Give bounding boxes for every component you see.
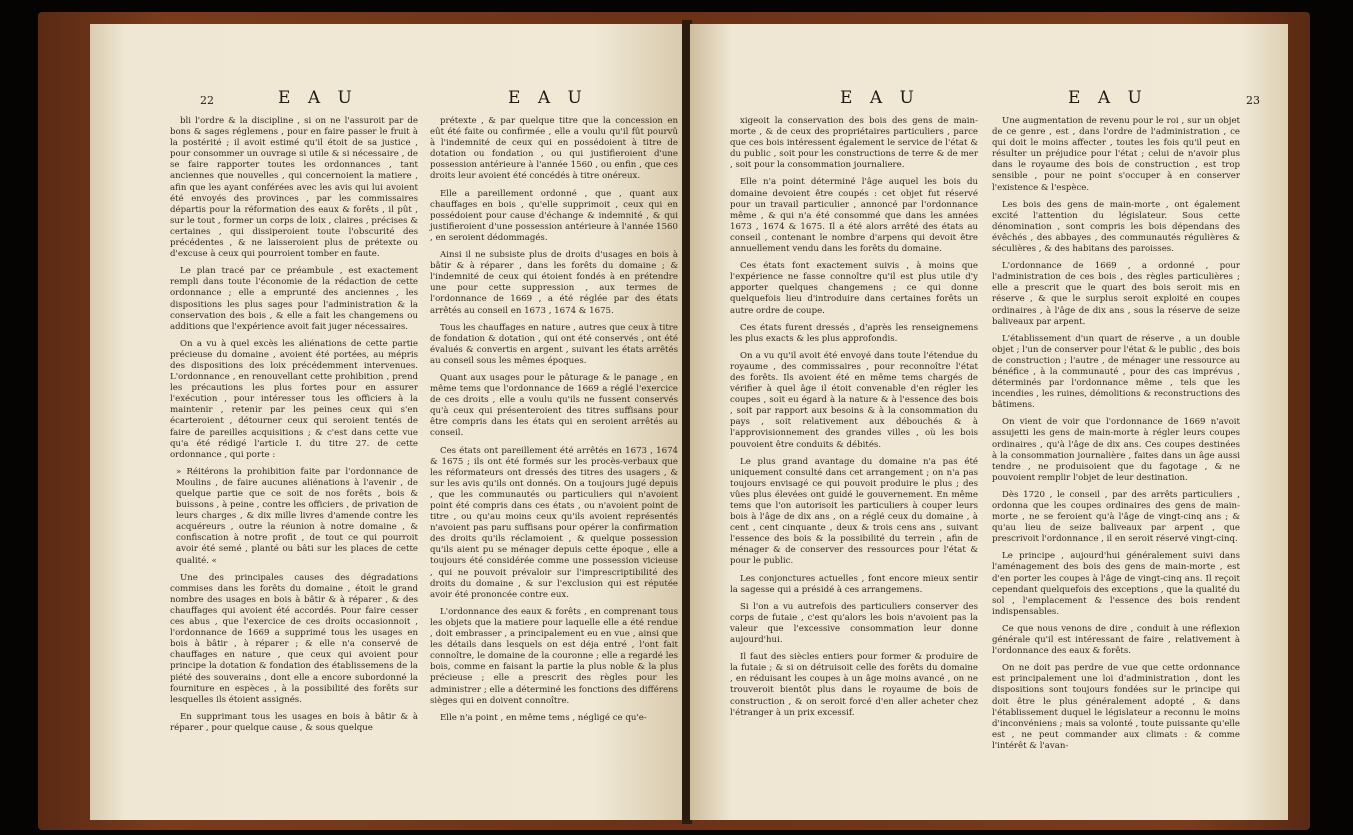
left-column-2	[430, 116, 678, 730]
right-header-right: E A U	[1068, 88, 1148, 108]
paragraph: Le plan tracé par ce préambule , est exactement rempli dans toute l'économie de la rédaction de cette ordonnance ; elle a emprunté des anciennes , les dispositions les plus sages pour l'administration & la conservation des bois , & elle a fait les changemens ou additions que l'expérience avoit fait juger nécessaires.	[170, 266, 418, 332]
paragraph: L'ordonnance de 1669 , a ordonné , pour l'administration de ces bois , des règles particulières ; elle a prescrit que le quart des bois seroit mis en réserve , & que le surplus seroit exploité en coupes ordinaires , à l'âge de dix ans , sous la réserve de seize baliveaux par arpent.	[992, 261, 1240, 327]
paragraph: prétexte , & par quelque titre que la concession en eût été faite ou confirmée , elle a voulu qu'il fût pourvû à l'indemnité de ceux qui en possédoient à titre de dotation ou fondation , ou qui justifieroient d'une possession antérieure à l'année 1560 , ou enfin , que ces droits leur avoient été concédés à titre onéreux.	[430, 116, 678, 182]
left-header-left: E A U	[278, 88, 358, 108]
left-column-1	[170, 116, 418, 740]
paragraph: Elle n'a point , en même tems , négligé ce qu'e-	[440, 712, 647, 723]
left-page-number: 22	[200, 94, 214, 107]
paragraph: Il faut des siècles entiers pour former & produire de la futaie ; & si on détruisoit celle des forêts du domaine , en réduisant les coupes à un âge moins avancé , on ne trouveroit bientôt plus dans le royaume de bois de construction , & on seroit forcé d'en aller acheter chez l'étranger à un prix excessif.	[730, 652, 978, 718]
right-page-number: 23	[1246, 94, 1260, 107]
paragraph: On a vu à quel excès les aliénations de cette partie précieuse du domaine , avoient été portées, au mépris des dispositions des loix précédemment intervenues. L'ordonnance , en renouvellant cette prohibition , prend les précautions les plus fortes pour en assurer l'exécution , pour intéresser tous les officiers à la maintenir , retenir par les peines ceux qui s'en écarteroient , détourner ceux qui seroient tentés de faire de pareilles acquisitions ; & c'est dans cette vue qu'a été rédigé l'article I. du titre 27. de cette ordonnance , qui porte :	[170, 338, 418, 460]
left-header-right: E A U	[508, 88, 588, 108]
paragraph: On ne doit pas perdre de vue que cette ordonnance est principalement une loi d'administration , dont les dispositions sont toujours fondées sur le principe qui doit être le plus généralement adopté , & dans l'établissement duquel le législateur a reconnu le moins d'inconvéniens ; mais sa volonté , toute puissante qu'elle est , ne peut commander aux climats : & comme l'intérêt & l'avan-	[992, 663, 1240, 751]
paragraph: Ces états font exactement suivis , à moins que l'expérience ne fasse connoître qu'il est plus utile d'y apporter quelques changemens ; ce qui donne quelquefois lieu d'introduire dans certaines forêts un autre ordre de coupe.	[730, 261, 978, 316]
paragraph: Ce que nous venons de dire , conduit à une réflexion générale qu'il est intéressant de faire , relativement à l'ordonnance des eaux & forêts.	[992, 623, 1240, 657]
paragraph: Si l'on a vu autrefois des particuliers conserver des corps de futaie , c'est qu'alors les bois n'avoient pas la valeur que l'excessive consommation leur donne aujourd'hui.	[730, 601, 978, 646]
paragraph: Le principe , aujourd'hui généralement suivi dans l'aménagement des bois des gens de main-morte , est d'en porter les coupes à l'âge de vingt-cinq ans. Il reçoit cependant quelquefois des exceptions , que la qualité du sol , l'emplacement & l'essence des bois rendent indispensables.	[992, 551, 1240, 617]
paragraph: Ces états furent dressés , d'après les renseignemens les plus exacts & les plus approfondis.	[730, 322, 978, 344]
paragraph: Les conjonctures actuelles , font encore mieux sentir la sagesse qui a présidé à ces arrangemens.	[730, 573, 978, 595]
paragraph: Une des principales causes des dégradations commises dans les forêts du domaine , étoit le grand nombre des usages en bois à bâtir & à réparer , & des chauffages qui avoient été accordés. Pour faire cesser ces abus , que l'exercice de ces droits occasionnoit , l'ordonnance de 1669 a supprimé tous les usages en bois à bâtir , à réparer ; & elle n'a conservé de chauffages en nature , que ceux qui avoient pour principe la dotation & fondation des établissemens de la piété des souverains , dont elle a encore subordonné la fourniture en espèces , à la possibilité des forêts sur lesquelles ils étoient assignés.	[170, 572, 418, 705]
paragraph: On a vu qu'il avoit été envoyé dans toute l'étendue du royaume , des commissaires , pour reconnoître l'état des forêts. Ils avoient été en même tems chargés de vérifier à quel âge il étoit convenable d'en régler les coupes , soit eu égard à la nature & à l'essence des bois , soit par rapport aux besoins & à la consommation du pays , soit relativement aux débouchés & à l'approvisionnement des grandes villes , où les bois pouvoient être conduits & débités.	[730, 350, 978, 450]
paragraph: Ainsi il ne subsiste plus de droits d'usages en bois à bâtir & à réparer , dans les forêts du domaine ; & l'indemnité de ceux qui étoient fondés à en prétendre une pour cette suppression , aux termes de l'ordonnance de 1669 , a été réglée par des états arrêtés au conseil en 1673 , 1674 & 1675.	[430, 250, 678, 316]
left-page	[90, 24, 682, 820]
paragraph: » Réitérons la prohibition faite par l'ordonnance de Moulins , de faire aucunes aliénations à l'avenir , de quelque partie que ce soit de nos forêts , bois & buissons , à peine , contre les officiers , de privation de leurs charges , & dix mille livres d'amende contre les acquéreurs , outre la réunion à notre domaine , & confiscation à notre profit , de tout ce qui pourroit avoir été semé , planté ou bâti sur les places de cette qualité. «	[176, 466, 418, 566]
right-column-1	[730, 116, 978, 725]
paragraph: L'établissement d'un quart de réserve , a un double objet ; l'un de conserver pour l'état & le public , des bois de construction ; l'autre , de ménager une ressource au bénéfice , à la communauté , pour des cas imprévus , déterminés par l'ordonnance même , tels que les incendies , les ruines, démolitions & reconstructions des bâtimens.	[992, 333, 1240, 411]
right-header-left: E A U	[840, 88, 920, 108]
paragraph: Une augmentation de revenu pour le roi , sur un objet de ce genre , est , dans l'ordre de l'administration , ce qui doit le moins affecter , toutes les fois qu'il peut en résulter un préjudice pour l'état ; celui de n'avoir plus dans le royaume des bois de construction , est trop sensible , pour ne point s'occuper à en conserver l'existence & l'espèce.	[992, 116, 1240, 193]
paragraph: Elle n'a point déterminé l'âge auquel les bois du domaine devoient être coupés : cet objet fut réservé pour un travail particulier , annoncé par l'ordonnance même , & qui n'a été consommé que dans les années 1673 , 1674 & 1675. Il a été alors arrêté des états au conseil , contenant le nombre d'arpens qui devoit être annuellement vendu dans les forêts du domaine.	[730, 177, 978, 255]
paragraph: En supprimant tous les usages en bois à bâtir & à réparer , pour quelque cause , & sous quelque	[170, 711, 418, 733]
paragraph: bli l'ordre & la discipline , si on ne l'assuroit par de bons & sages réglemens , pour en faire passer le fruit à la postérité ; il avoit estimé qu'il étoit de sa justice , pour consommer un ouvrage si utile & si nécessaire , de se faire rapporter toutes les ordonnances , tant anciennes que nouvelles , qui concernoient la matiere , afin que les ayant conférées avec les avis qui lui avoient été envoyés des provinces , par les commissaires départis pour la réformation des eaux & forêts , il pût , sur le tout , former un corps de loix , claires , précises & certaines , qui dissiperoient toute l'obscurité des précédentes , & ne laisseroient plus de prétexte ou d'excuse à ceux qui pourroient tomber en faute.	[170, 116, 418, 260]
paragraph: Les bois des gens de main-morte , ont également excité l'attention du législateur. Sous cette dénomination , sont compris les bois dépendans des évêchés , des abbayes , des communautés régulières & séculières , & des habitans des paroisses.	[992, 199, 1240, 255]
paragraph: Tous les chauffages en nature , autres que ceux à titre de fondation & dotation , qui ont été conservés , ont été évalués & convertis en argent , suivant les états arrêtés au conseil sous les mêmes époques.	[430, 322, 678, 366]
paragraph: Ces états ont pareillement été arrêtés en 1673 , 1674 & 1675 ; ils ont été formés sur les procès-verbaux que les réformateurs ont dressés des titres des usagers , & sur les avis qu'ils ont donnés. On a toujours jugé depuis , que les communautés ou particuliers qui n'avoient point été compris dans ces états , ou n'avoient point de titre , ou qu'au moins ceux qu'ils avoient représentés n'avoient pas paru suffisans pour opérer la confirmation des droits qu'ils réclamoient , & quelque possession qu'ils aient pu se ménager depuis cette époque , elle a toujours été considérée comme une possession vicieuse , qui ne pouvoit prévaloir sur l'imprescriptibilité des droits du domaine , & sur l'exclusion qui est réputée avoir été prononcée contre eux.	[430, 445, 678, 600]
paragraph: Dès 1720 , le conseil , par des arrêts particuliers , ordonna que les coupes ordinaires des gens de main-morte , ne se feroient qu'à l'âge de vingt-cinq ans ; & qu'au lieu de seize baliveaux par arpent , que prescrivoit l'ordonnance , il en seroit réservé vingt-cinq.	[992, 489, 1240, 545]
paragraph: Le plus grand avantage du domaine n'a pas été uniquement consulté dans cet arrangement ; on n'a pas toujours envisagé ce qui pouvoit produire le plus ; des vûes plus élevées ont guidé le gouvernement. En même tems que l'on autorisoit les particuliers à couper leurs bois à l'âge de dix ans , on a réglé ceux du domaine , à cent , cent cinquante , deux & trois cens ans , suivant l'essence des bois & la possibilité du terrein , afin de ménager & de conserver des ressources pour l'état & pour le public.	[730, 456, 978, 567]
paragraph: L'ordonnance des eaux & forêts , en comprenant tous les objets que la matiere pour laquelle elle a été rendue , doit embrasser , a principalement eu en vue , ainsi que les détails dans lesquels on est déja entré , l'ont fait connoître, le domaine de la couronne ; elle a regardé les bois, comme en faisant la partie la plus noble & la plus précieuse ; elle a prescrit des règles pour les administrer ; elle a déterminé les fonctions des différens sièges qui en doivent connoître.	[430, 606, 678, 706]
paragraph: Quant aux usages pour le pâturage & le panage , en même tems que l'ordonnance de 1669 a réglé l'exercice de ces droits , elle a voulu qu'ils ne fussent conservés qu'à ceux qui présenteroient des titres suffisans pour être compris dans les états qui en seroient arrêtés au conseil.	[430, 372, 678, 439]
right-column-2	[992, 116, 1240, 758]
paragraph: xigeoit la conservation des bois des gens de main-morte , & de ceux des propriétaires particuliers , parce que ces bois intéressent également le service de l'état & du public , soit pour les constructions de terre & de mer , soit pour la consommation journaliere.	[730, 116, 978, 171]
paragraph: On vient de voir que l'ordonnance de 1669 n'avoit assujetti les gens de main-morte à régler leurs coupes ordinaires , qu'à l'âge de dix ans. Ces coupes destinées à la consommation journalière , faites dans un âge aussi tendre , ne produisoient que du fagotage , & ne pouvoient remplir l'objet de leur destination.	[992, 417, 1240, 483]
paragraph: Elle a pareillement ordonné , que , quant aux chauffages en bois , qu'elle supprimoit , ceux qui en possédoient pour cause d'échange & indemnité , & qui justifieroient d'une possession antérieure à l'année 1560 , en seroient dédommagés.	[430, 188, 678, 243]
right-page	[690, 24, 1288, 820]
